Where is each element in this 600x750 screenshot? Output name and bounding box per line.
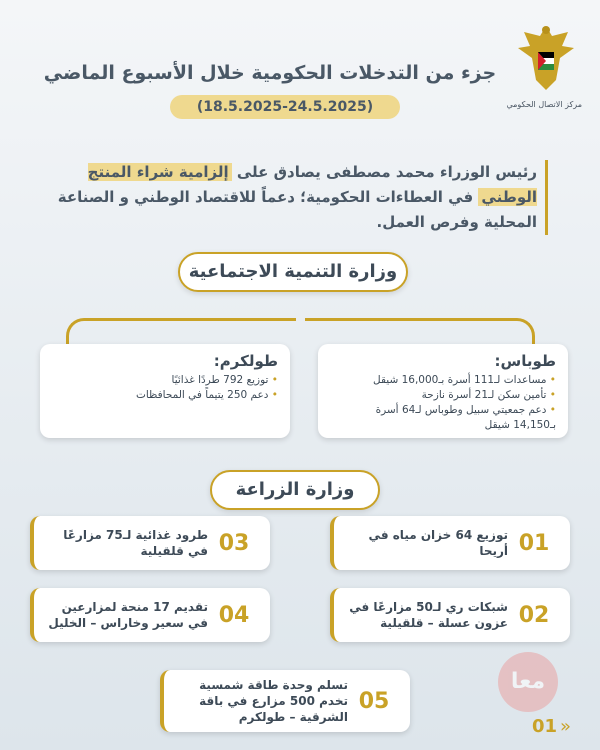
card-tubas-list	[330, 373, 556, 433]
agri-item-text: تسلم وحدة طاقة شمسية تخدم 500 مزارع في باقة الشرقية – طولكرم	[199, 678, 348, 724]
card-tubas	[318, 344, 568, 438]
list-item: • دعم 250 يتيماً في المحافظات	[52, 388, 278, 403]
government-emblem	[506, 20, 582, 118]
intro-highlight: إلزامية شراء المنتج الوطني	[87, 163, 537, 206]
watermark-logo: معا	[498, 652, 558, 712]
card-tubas-title: طوباس:	[494, 352, 556, 370]
section-title-social: وزارة التنمية الاجتماعية	[178, 252, 408, 292]
agri-item-03	[30, 516, 270, 570]
next-page-arrow-icon[interactable]: »	[560, 716, 572, 737]
agri-item-number: 05	[358, 688, 390, 714]
intro-text-start: رئيس الوزراء محمد مصطفى يصادق على	[231, 163, 537, 181]
intro-text-end: في العطاءات الحكومية؛ دعماً للاقتصاد الوطني و الصناعة المحلية وفرص العمل.	[57, 188, 537, 231]
card-tulkarm-title: طولكرم:	[213, 352, 278, 370]
agri-item-text: تقديم 17 منحة لمزارعين في سعير وخاراس – الخليل	[48, 600, 208, 630]
agri-item-number: 04	[218, 602, 250, 628]
card-tulkarm-list	[52, 373, 278, 403]
card-tulkarm	[40, 344, 290, 438]
agri-item-text: طرود غذائية لـ75 مزارعًا في قلقيلية	[63, 528, 208, 558]
date-range: (18.5.2025-24.5.2025)	[170, 95, 400, 119]
page-number: 01	[532, 716, 558, 737]
list-item: • دعم جمعيتي سبيل وطوباس لـ64 أسرة بـ14,150 شيقل	[330, 403, 556, 433]
agri-item-number: 02	[518, 602, 550, 628]
logo-caption: مركز الاتصال الحكومي	[506, 100, 582, 109]
intro-paragraph	[40, 160, 548, 235]
agri-item-text: توزيع 64 خزان مياه في أريحا	[368, 528, 508, 558]
agri-item-01	[330, 516, 570, 570]
agri-item-05	[160, 670, 410, 732]
page-title: جزء من التدخلات الحكومية خلال الأسبوع الماضي	[43, 62, 497, 84]
agri-item-04	[30, 588, 270, 642]
agri-item-02	[330, 588, 570, 642]
list-item: • توزيع 792 طردًا غذائيًا	[52, 373, 278, 388]
agri-item-number: 01	[518, 530, 550, 556]
section-title-agriculture: وزارة الزراعة	[210, 470, 380, 510]
list-item: • تأمين سكن لـ21 أسرة نازحة	[330, 388, 556, 403]
eagle-emblem-icon	[516, 20, 576, 98]
agri-item-text: شبكات ري لـ50 مزارعًا في عزون عسلة – قلقيلية	[349, 600, 508, 630]
agri-item-number: 03	[218, 530, 250, 556]
list-item: • مساعدات لـ111 أسرة بـ16,000 شيقل	[330, 373, 556, 388]
